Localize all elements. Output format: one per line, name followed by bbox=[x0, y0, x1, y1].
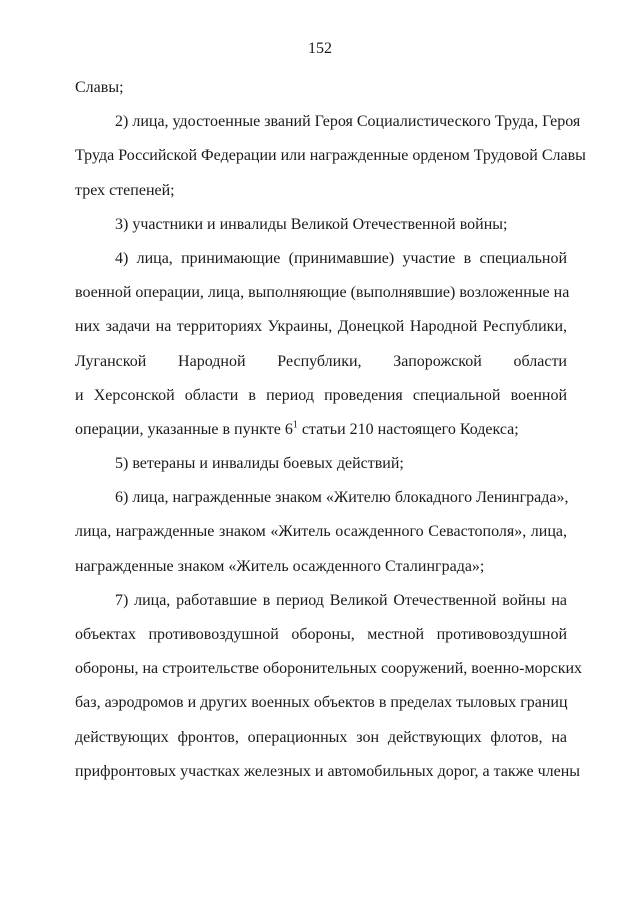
page-number: 152 bbox=[308, 40, 332, 57]
text-line: Славы; bbox=[75, 79, 124, 96]
text-line: лица, награжденные знаком «Житель осажденного Севастополя», лица, bbox=[75, 523, 567, 541]
text-line: баз, аэродромов и других военных объектов в пределах тыловых границ bbox=[75, 694, 568, 712]
text-line-with-superscript bbox=[75, 420, 567, 454]
text-line: 2) лица, удостоенные званий Героя Социалистического Труда, Героя bbox=[115, 113, 581, 131]
text-line: 3) участники и инвалиды Великой Отечественной войны; bbox=[115, 215, 508, 233]
document-body bbox=[75, 78, 586, 796]
text-line: Труда Российской Федерации или награжденные орденом Трудовой Славы bbox=[75, 147, 586, 165]
text-line: награжденные знаком «Житель осажденного Сталинграда»; bbox=[75, 557, 485, 575]
text-line: объектах противовоздушной обороны, местной противовоздушной bbox=[75, 626, 567, 643]
text-line: военной операции, лица, выполняющие (выполнявшие) возложенные на bbox=[75, 284, 570, 302]
text-line: Луганской Народной Республики, Запорожской области bbox=[75, 352, 567, 370]
superscript: 1 bbox=[292, 419, 298, 431]
text-line: 6) лица, награжденные знаком «Жителю блокадного Ленинграда», bbox=[115, 489, 569, 507]
text-line: действующих фронтов, операционных зон действующих флотов, на bbox=[75, 728, 567, 746]
text-line: них задачи на территориях Украины, Донецкой Народной Республики, bbox=[75, 318, 567, 336]
text-segment: операции, указанные в пункте 6 bbox=[75, 420, 293, 438]
text-line: и Херсонской области в период проведения специальной военной bbox=[75, 386, 567, 404]
text-line: прифронтовых участках железных и автомобильных дорог, а также члены bbox=[75, 762, 581, 780]
text-line: обороны, на строительстве оборонительных сооружений, военно-морских bbox=[75, 660, 583, 678]
text-segment: статьи 210 настоящего Кодекса; bbox=[297, 420, 519, 438]
text-line: 7) лица, работавшие в период Великой Отечественной войны на bbox=[115, 591, 567, 609]
text-line: 5) ветераны и инвалиды боевых действий; bbox=[115, 455, 404, 473]
text-line: 4) лица, принимающие (принимавшие) участие в специальной bbox=[115, 249, 567, 267]
text-line: трех степеней; bbox=[75, 181, 175, 199]
